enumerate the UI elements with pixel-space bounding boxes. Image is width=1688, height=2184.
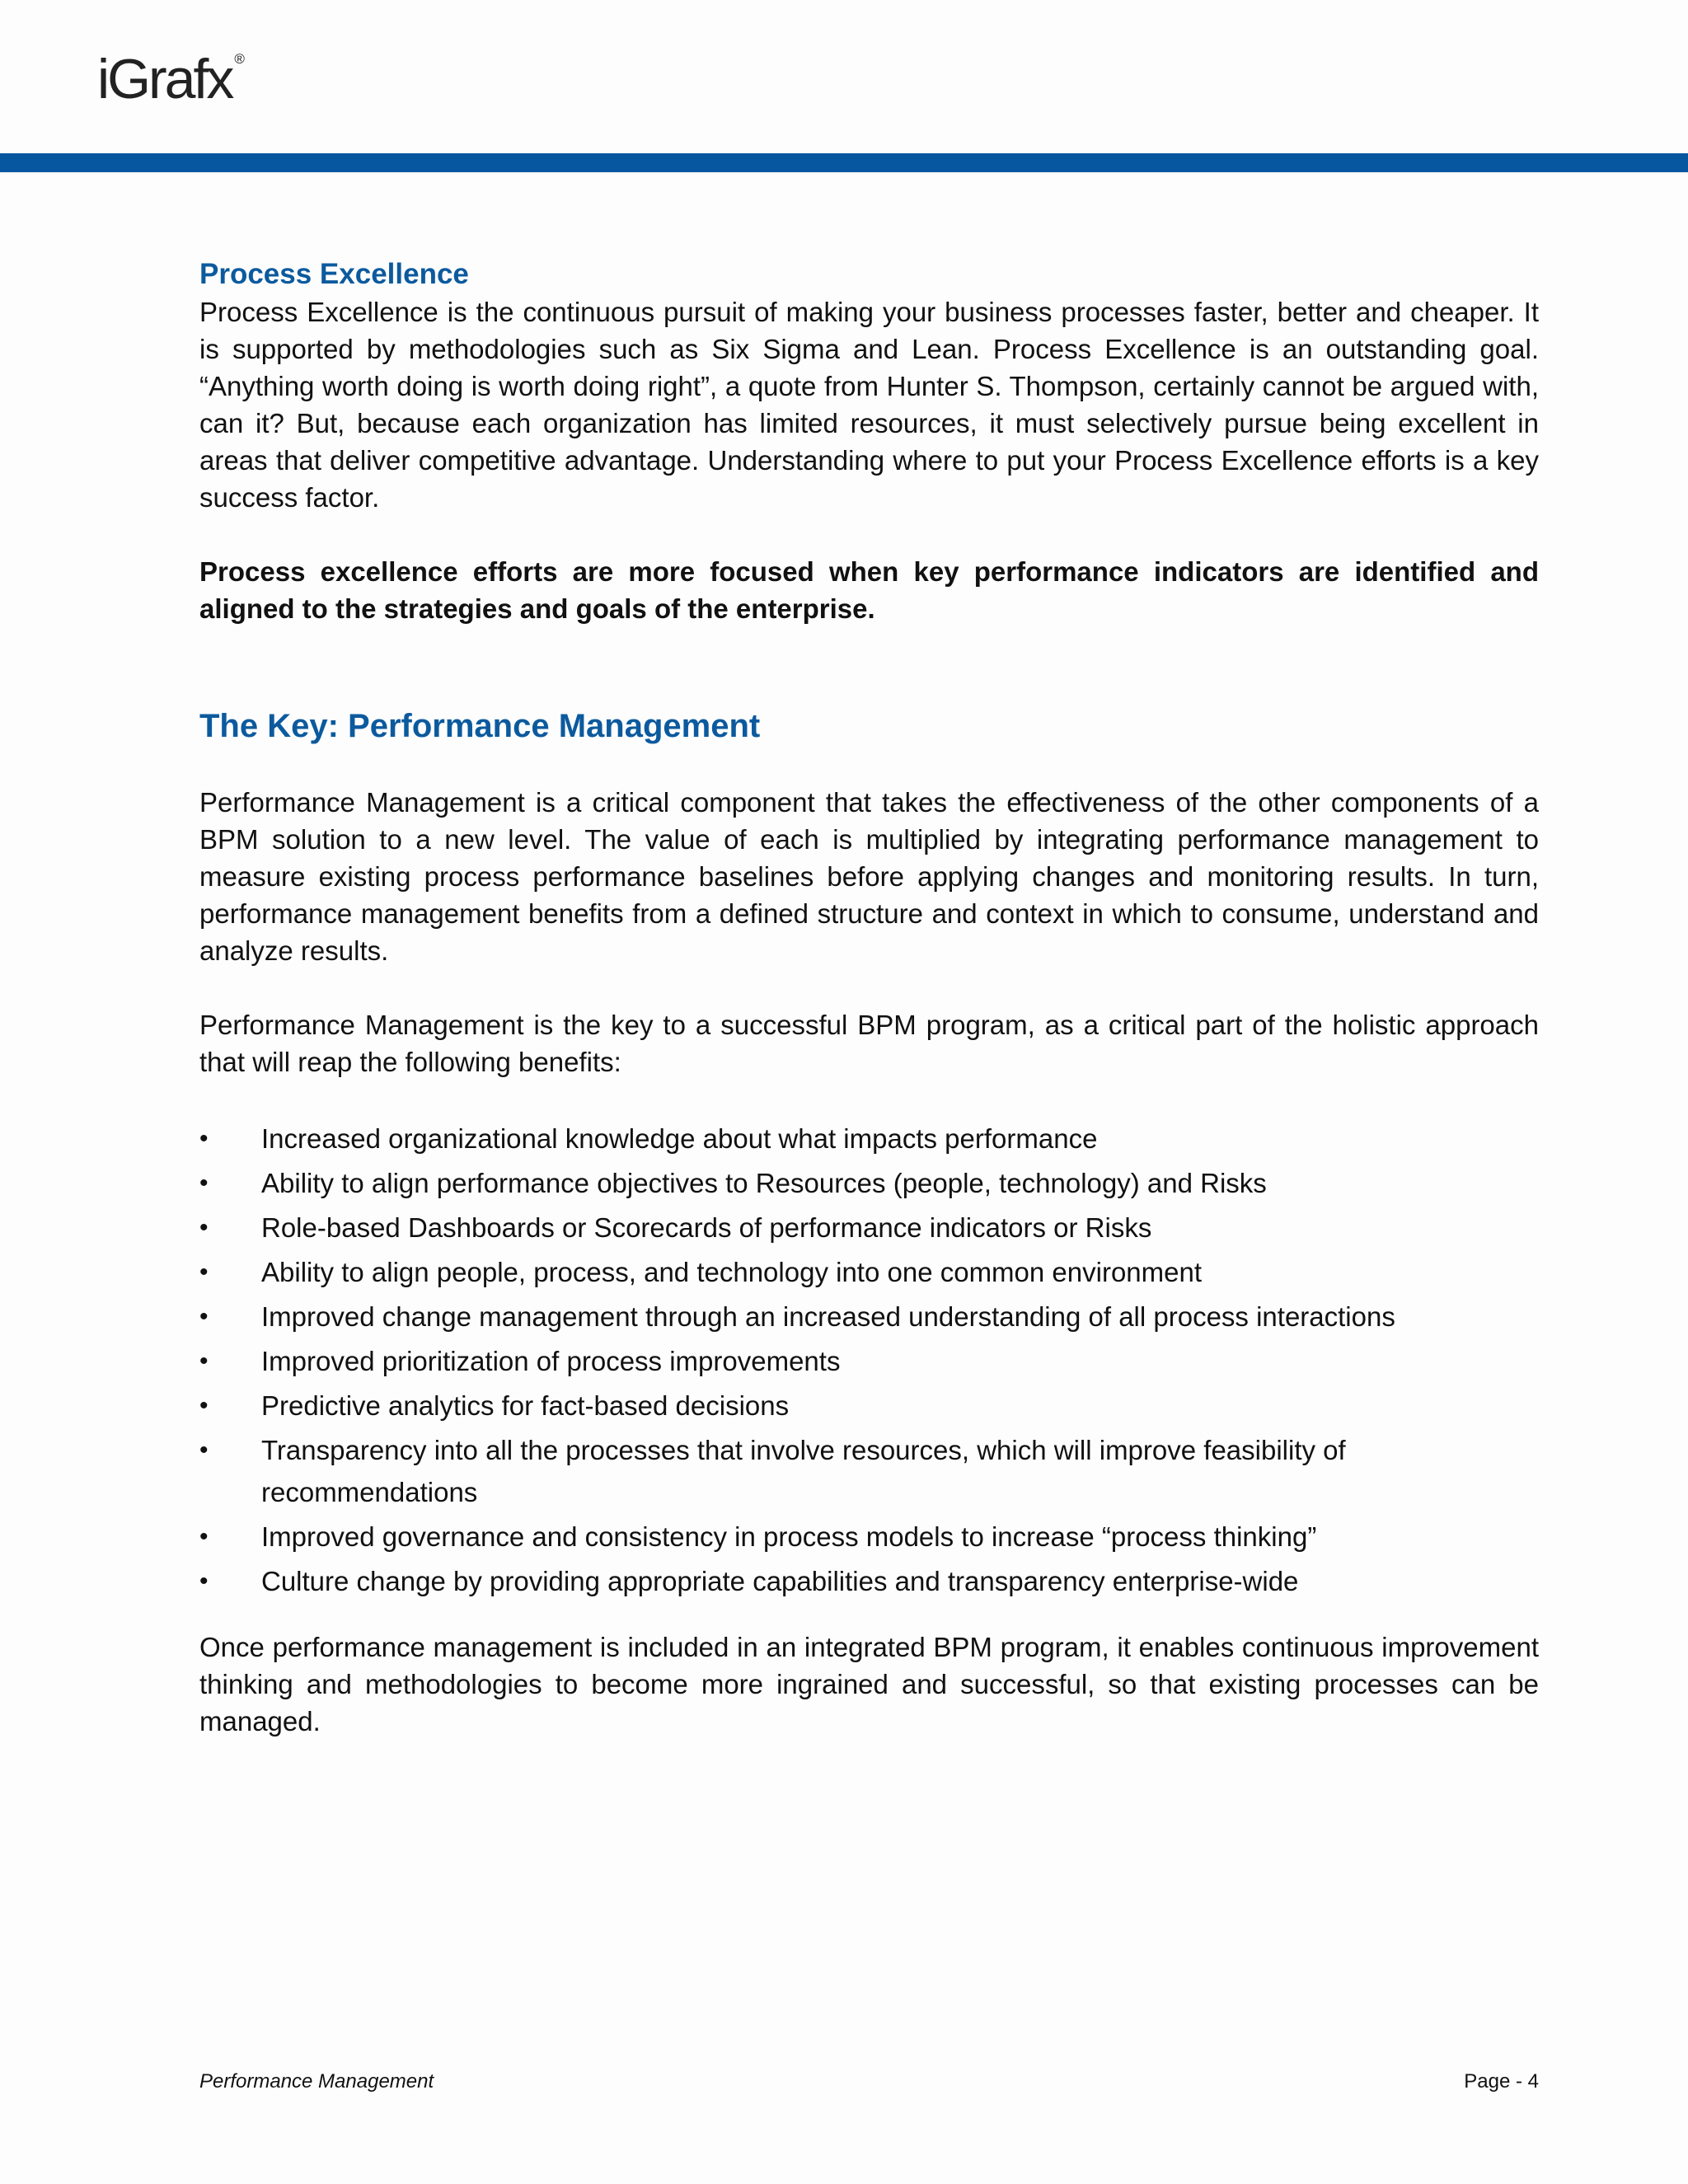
logo-text: iGrafx bbox=[97, 48, 232, 110]
document-body bbox=[199, 255, 1539, 1740]
benefit-text: Increased organizational knowledge about what impacts performance bbox=[261, 1122, 1098, 1154]
benefit-text: Transparency into all the processes that involve resources, which will improve feasibility of recommendations bbox=[261, 1434, 1346, 1507]
performance-management-paragraph-2: Performance Management is the key to a successful BPM program, as a critical part of the holistic approach that will reap the following benefits: bbox=[199, 1009, 1539, 1077]
benefit-text: Improved prioritization of process improvements bbox=[261, 1345, 841, 1376]
benefit-item bbox=[199, 1118, 1539, 1160]
benefit-text: Predictive analytics for fact-based decisions bbox=[261, 1390, 790, 1421]
bullet-icon: • bbox=[199, 1391, 209, 1419]
process-excellence-bold-statement: Process excellence efforts are more focused when key performance indicators are identified and aligned to the strategies and goals of the enterprise. bbox=[199, 555, 1539, 624]
benefit-item bbox=[199, 1560, 1539, 1602]
bullet-icon: • bbox=[199, 1347, 209, 1375]
igrafx-logo bbox=[97, 48, 245, 110]
bullet-icon: • bbox=[199, 1169, 209, 1197]
benefit-text: Ability to align people, process, and technology into one common environment bbox=[261, 1256, 1203, 1287]
performance-management-closing: Once performance management is included in an integrated BPM program, it enables continuous improvement thinking and methodologies to become more ingrained and successful, so that existing processes can be managed. bbox=[199, 1631, 1539, 1736]
process-excellence-paragraph: Process Excellence is the continuous pursuit of making your business processes faster, better and cheaper. It is supported by methodologies such as Six Sigma and Lean. Process Excellence is an outstanding goal. “Anything worth doing is worth doing right”, a quote from Hunter S. Thompson, certainly cannot be argued with, can it? But, because each organization has limited resources, it must selectively pursue being excellent in areas that deliver competitive advantage. Understanding where to put your Process Excellence efforts is a key success factor. bbox=[199, 296, 1539, 513]
benefit-item bbox=[199, 1162, 1539, 1204]
performance-management-heading: The Key: Performance Management bbox=[199, 707, 761, 744]
benefit-item bbox=[199, 1251, 1539, 1293]
registered-mark: ® bbox=[234, 51, 245, 68]
bullet-icon: • bbox=[199, 1258, 209, 1286]
benefit-item bbox=[199, 1385, 1539, 1427]
benefit-text: Culture change by providing appropriate capabilities and transparency enterprise-wide bbox=[261, 1565, 1299, 1596]
process-excellence-heading: Process Excellence bbox=[199, 258, 469, 290]
bullet-icon: • bbox=[199, 1302, 209, 1330]
benefit-text: Improved change management through an increased understanding of all process interactions bbox=[261, 1301, 1395, 1332]
footer-page-number: Page - 4 bbox=[1464, 2070, 1539, 2093]
benefit-item bbox=[199, 1207, 1539, 1249]
benefit-text: Improved governance and consistency in process models to increase “process thinking” bbox=[261, 1521, 1317, 1552]
footer-document-title: Performance Management bbox=[199, 2070, 434, 2093]
benefits-list bbox=[199, 1118, 1539, 1602]
bullet-icon: • bbox=[199, 1567, 209, 1595]
performance-management-paragraph-1: Performance Management is a critical component that takes the effectiveness of the other components of a BPM solution to a new level. The value of each is multiplied by integrating performance management to measure existing process performance baselines before applying changes and monitoring results. In turn, performance management benefits from a defined structure and context in which to consume, understand and analyze results. bbox=[199, 786, 1539, 966]
benefit-item bbox=[199, 1296, 1539, 1338]
bullet-icon: • bbox=[199, 1213, 209, 1241]
benefit-text: Role-based Dashboards or Scorecards of performance indicators or Risks bbox=[261, 1212, 1152, 1243]
bullet-icon: • bbox=[199, 1522, 209, 1550]
benefit-item bbox=[199, 1516, 1539, 1558]
benefit-item bbox=[199, 1340, 1539, 1382]
header-accent-bar bbox=[0, 153, 1688, 172]
bullet-icon: • bbox=[199, 1124, 209, 1152]
benefit-item bbox=[199, 1429, 1539, 1513]
bullet-icon: • bbox=[199, 1436, 209, 1464]
benefit-text: Ability to align performance objectives to Resources (people, technology) and Risks bbox=[261, 1167, 1267, 1198]
